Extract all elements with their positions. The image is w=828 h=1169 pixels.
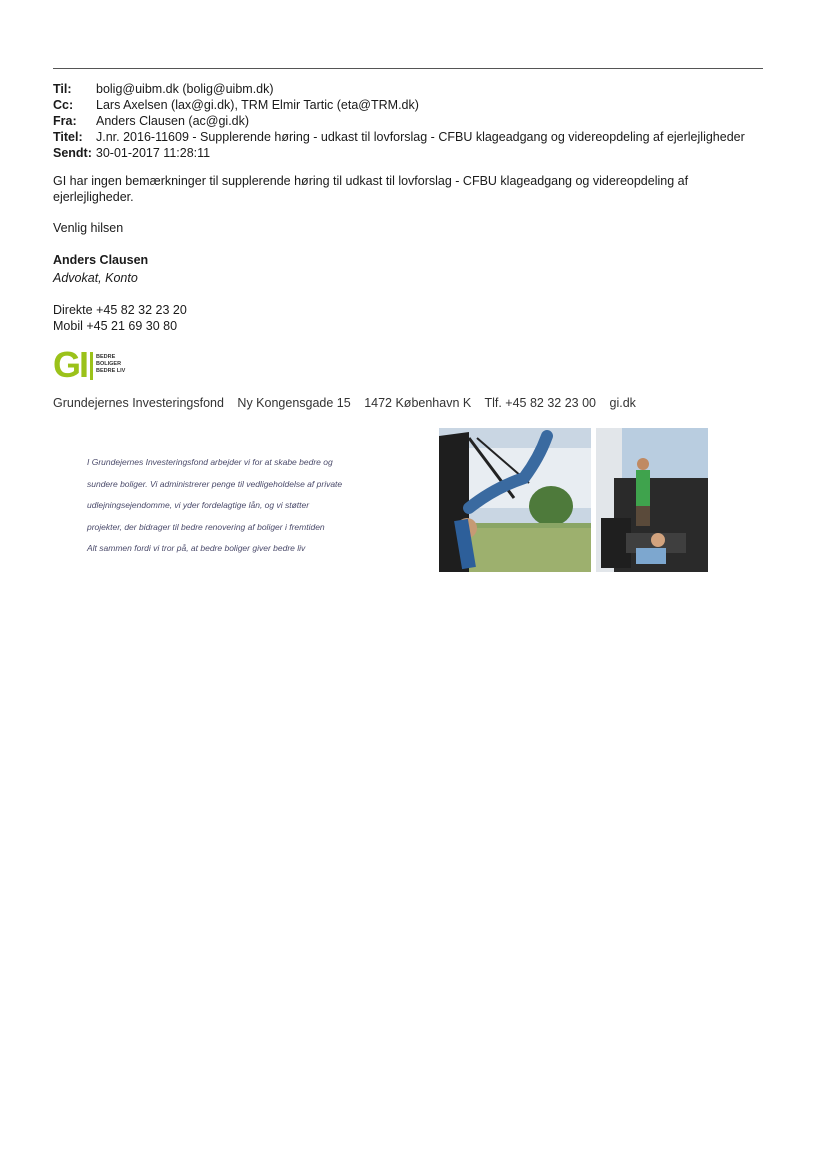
header-value: 30-01-2017 11:28:11 <box>95 146 211 160</box>
header-value: Lars Axelsen (lax@gi.dk), TRM Elmir Tartic (eta@TRM.dk) <box>96 98 419 112</box>
closing: Venlig hilsen <box>53 221 124 235</box>
body-paragraph: GI har ingen bemærkninger til supplerende høring til udkast til lovforslag - CFBU klageadgang og videreopdeling af ejerlejligheder. <box>53 174 689 204</box>
signature-mobile-phone: Mobil +45 21 69 30 80 <box>53 319 178 333</box>
header-value: Anders Clausen (ac@gi.dk) <box>96 114 250 128</box>
header-divider <box>53 68 763 69</box>
logo-tagline <box>96 354 125 375</box>
signature-title: Advokat, Konto <box>53 271 138 285</box>
email-body <box>53 173 753 205</box>
swing-photo <box>439 428 591 572</box>
promo-line: I Grundejernes Investeringsfond arbejder vi for at skabe bedre og <box>87 457 333 467</box>
family-photo <box>596 428 708 572</box>
logo-tagline-line: BOLIGER <box>96 361 122 367</box>
footer-contact <box>53 396 646 410</box>
promo-line: sundere boliger. Vi administrerer penge til vedligeholdelse af private <box>87 478 343 489</box>
header-label: Sendt: <box>53 146 92 160</box>
header-value: J.nr. 2016-11609 - Supplerende høring - udkast til lovforslag - CFBU klageadgang og videreopdeling af ejerlejligheder <box>96 130 745 144</box>
header-sent <box>53 145 745 161</box>
footer-phone: Tlf. +45 82 32 23 00 <box>484 396 597 410</box>
footer-street: Ny Kongensgade 15 <box>237 396 351 410</box>
promo-line: udlejningsejendomme, vi yder fordelagtige lån, og vi støtter <box>87 500 310 510</box>
header-value: bolig@uibm.dk (bolig@uibm.dk) <box>96 82 274 96</box>
logo-tagline-line: BEDRE LIV <box>96 368 126 374</box>
header-label: Titel: <box>53 130 83 144</box>
header-label: Til: <box>53 82 72 96</box>
promo-text <box>87 452 417 560</box>
promo-line: Alt sammen fordi vi tror på, at bedre boliger giver bedre liv <box>87 543 306 553</box>
signature-name: Anders Clausen <box>53 253 149 267</box>
header-from <box>53 113 745 129</box>
header-label: Fra: <box>53 114 77 128</box>
email-headers <box>53 81 745 161</box>
header-to <box>53 81 745 97</box>
footer-web-link[interactable]: gi.dk <box>609 396 636 410</box>
logo-mark: GI <box>53 344 88 385</box>
promo-line: projekter, der bidrager til bedre renovering af boliger i fremtiden <box>87 521 325 532</box>
signature-direct-phone: Direkte +45 82 32 23 20 <box>53 303 187 317</box>
logo-tagline-line: BEDRE <box>96 354 116 360</box>
footer-city: 1472 København K <box>364 396 472 410</box>
gi-logo <box>53 344 153 385</box>
header-label: Cc: <box>53 98 74 112</box>
header-subject <box>53 129 745 145</box>
footer-org: Grundejernes Investeringsfond <box>53 396 224 410</box>
logo-divider <box>90 352 93 380</box>
header-cc <box>53 97 745 113</box>
